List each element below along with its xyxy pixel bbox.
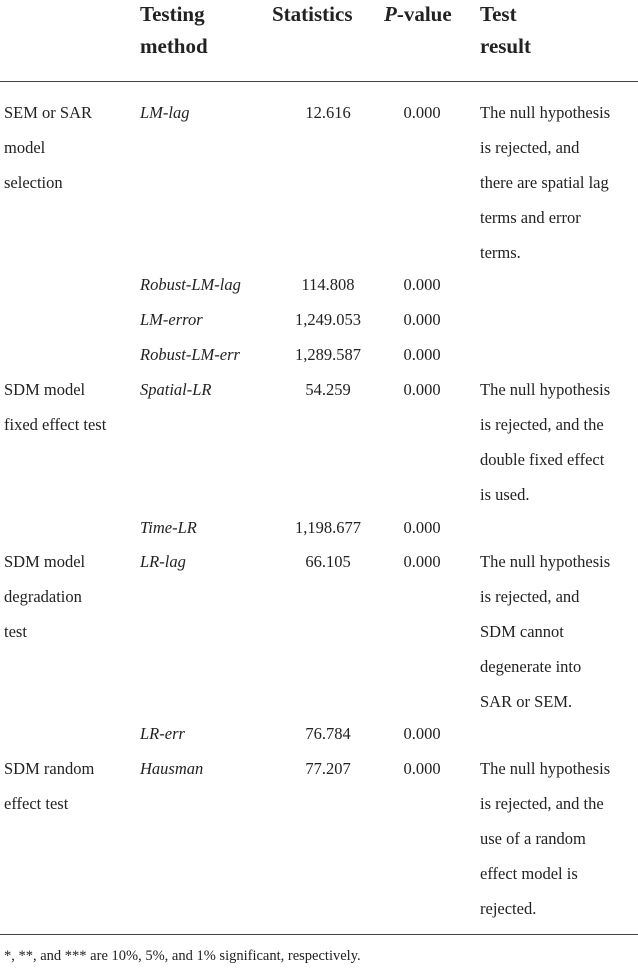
result-line: is rejected, and — [480, 138, 580, 157]
group-label-line: SDM model — [4, 552, 86, 571]
p-value-cell: 0.000 — [403, 380, 441, 399]
group-label-line: test — [4, 622, 27, 641]
header-statistics: Statistics — [272, 2, 353, 26]
result-line: terms. — [480, 243, 521, 262]
group-label-line: degradation — [4, 587, 82, 606]
result-line: is rejected, and the — [480, 415, 604, 434]
result-line: The null hypothesis — [480, 759, 611, 778]
result-line: there are spatial lag — [480, 173, 609, 192]
result-line: The null hypothesis — [480, 103, 611, 122]
method-cell: LR-err — [140, 724, 185, 743]
header-test-result-line2: result — [480, 34, 531, 58]
statistic-cell: 54.259 — [305, 380, 351, 399]
method-cell: LM-lag — [140, 103, 190, 122]
result-line: double fixed effect — [480, 450, 605, 469]
header-value-suffix: -value — [396, 2, 452, 26]
statistic-cell: 114.808 — [301, 275, 355, 294]
header-test-result-line1: Test — [480, 2, 517, 26]
header-p-letter: P — [384, 2, 397, 26]
result-line: degenerate into — [480, 657, 582, 676]
p-value-cell: 0.000 — [403, 310, 441, 329]
statistic-cell: 12.616 — [305, 103, 351, 122]
p-value-cell: 0.000 — [403, 724, 441, 743]
result-line: The null hypothesis — [480, 380, 611, 399]
group-label-line: selection — [4, 173, 63, 192]
header-p-value — [384, 0, 452, 30]
p-value-cell: 0.000 — [403, 275, 441, 294]
group-label-line: SDM model — [4, 380, 86, 399]
result-line: is rejected, and the — [480, 794, 604, 813]
method-cell: Time-LR — [140, 518, 197, 537]
group-label-line: SEM or SAR — [4, 103, 93, 122]
statistic-cell: 77.207 — [305, 759, 351, 778]
p-value-cell: 0.000 — [403, 552, 441, 571]
group-label-line: SDM random — [4, 759, 95, 778]
statistic-cell: 1,198.677 — [295, 518, 361, 537]
result-line: use of a random — [480, 829, 586, 848]
p-value-cell: 0.000 — [403, 759, 441, 778]
result-line: is used. — [480, 485, 530, 504]
statistic-cell: 1,249.053 — [295, 310, 361, 329]
statistic-cell: 1,289.587 — [295, 345, 361, 364]
group-label-line: model — [4, 138, 46, 157]
statistic-cell: 76.784 — [305, 724, 351, 743]
result-line: effect model is — [480, 864, 578, 883]
table-footnote: *, **, and *** are 10%, 5%, and 1% significant, respectively. — [4, 948, 361, 964]
method-cell: Hausman — [140, 759, 204, 778]
statistic-cell: 66.105 — [305, 552, 351, 571]
method-cell: Robust-LM-err — [140, 345, 240, 364]
header-testing-method-line1: Testing — [140, 2, 205, 26]
method-cell: LR-lag — [140, 552, 186, 571]
p-value-cell: 0.000 — [403, 345, 441, 364]
header-testing-method-line2: method — [140, 34, 208, 58]
result-line: SDM cannot — [480, 622, 564, 641]
footer-rule — [0, 934, 638, 935]
result-line: terms and error — [480, 208, 581, 227]
group-label-line: effect test — [4, 794, 69, 813]
method-cell: LM-error — [140, 310, 203, 329]
p-value-cell: 0.000 — [403, 103, 441, 122]
result-line: rejected. — [480, 899, 537, 918]
result-line: SAR or SEM. — [480, 692, 573, 711]
group-label-line: fixed effect test — [4, 415, 107, 434]
p-value-cell: 0.000 — [403, 518, 441, 537]
header-rule — [0, 81, 638, 82]
method-cell: Spatial-LR — [140, 380, 212, 399]
result-line: is rejected, and — [480, 587, 580, 606]
method-cell: Robust-LM-lag — [140, 275, 241, 294]
result-line: The null hypothesis — [480, 552, 611, 571]
